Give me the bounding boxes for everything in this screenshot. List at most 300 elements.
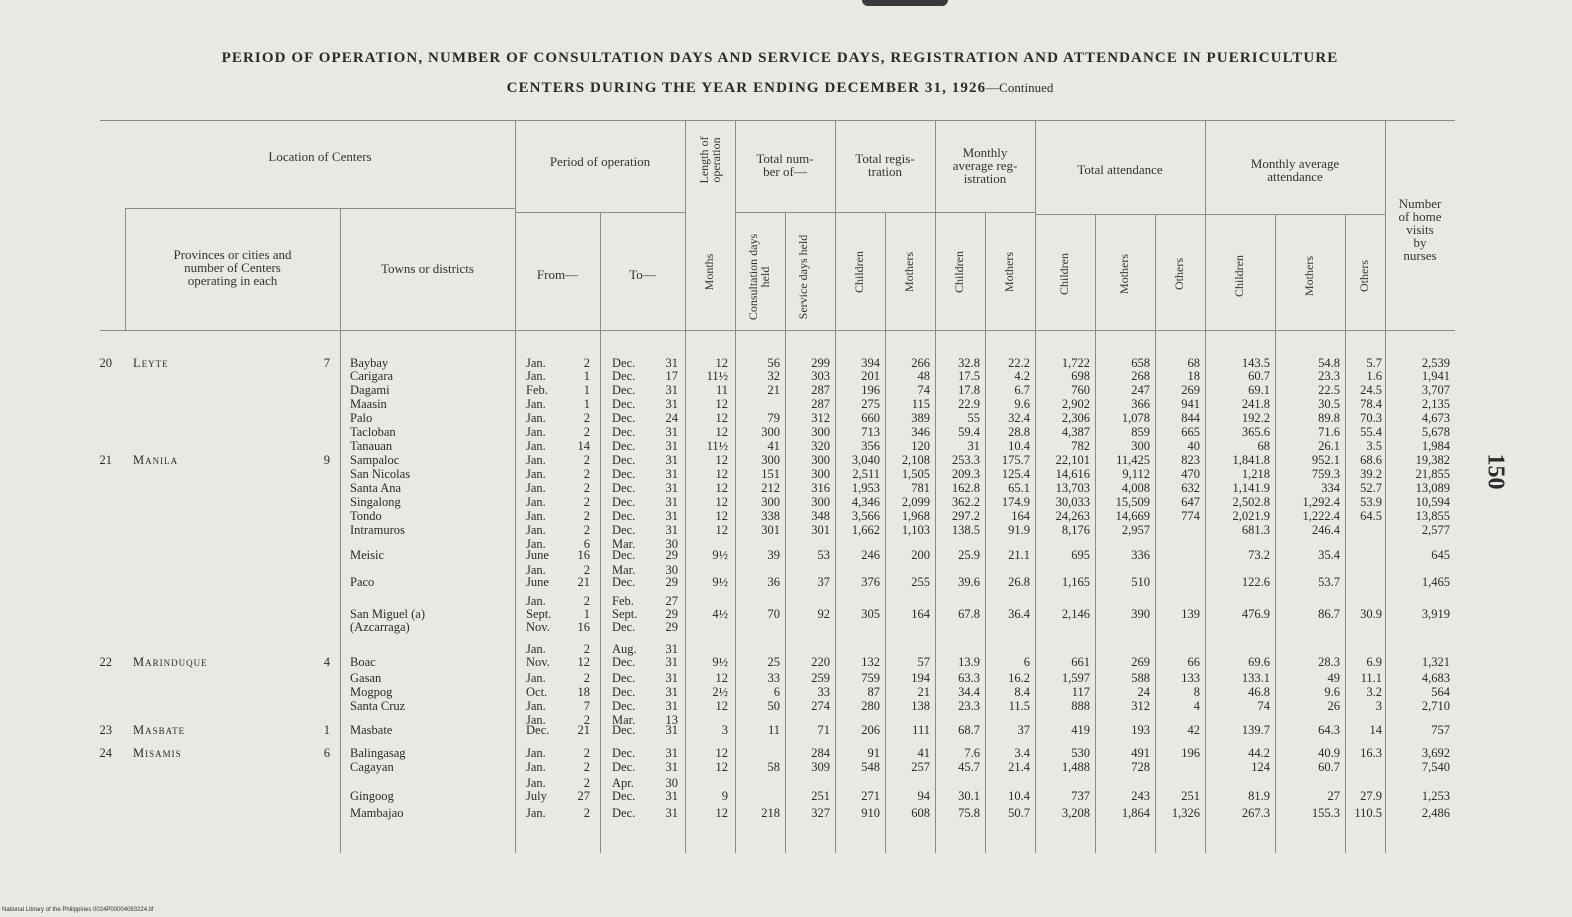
- attendance-mothers: 510: [1131, 575, 1150, 589]
- attendance-others: 941: [1181, 397, 1200, 411]
- to-month: Dec.: [612, 760, 636, 774]
- row-number: 23: [99, 723, 112, 737]
- attendance-others: 18: [1187, 369, 1200, 383]
- header-others: Others: [1172, 258, 1186, 290]
- home-visits: 2,539: [1421, 356, 1450, 370]
- header-provinces: Provinces or cities and number of Centers operating in each: [173, 247, 292, 288]
- monthly-reg-mothers: 125.4: [1001, 467, 1030, 481]
- header-service: Service days held: [796, 234, 810, 320]
- home-visits: 10,594: [1415, 495, 1450, 509]
- from-day: 7: [583, 699, 590, 713]
- avg-attendance-mothers: 26: [1327, 699, 1340, 713]
- avg-attendance-children: 192.2: [1241, 411, 1270, 425]
- monthly-reg-children: 39.6: [958, 575, 980, 589]
- service-days: 251: [811, 789, 830, 803]
- avg-attendance-others: 39.2: [1360, 467, 1382, 481]
- to-month: Dec.: [612, 789, 636, 803]
- monthly-reg-children: 23.3: [958, 699, 980, 713]
- attendance-others: 269: [1181, 383, 1200, 397]
- header-children: Children: [1232, 255, 1246, 297]
- registration-mothers: 111: [912, 723, 930, 737]
- home-visits: 1,321: [1421, 655, 1450, 669]
- table-row: [0, 699, 1572, 714]
- attendance-others: 632: [1181, 481, 1200, 495]
- avg-attendance-children: 60.7: [1248, 369, 1270, 383]
- attendance-mothers: 1,864: [1121, 806, 1150, 820]
- service-days: 348: [811, 509, 830, 523]
- service-days: 299: [811, 356, 830, 370]
- avg-attendance-mothers: 9.6: [1324, 685, 1340, 699]
- to-month: Dec.: [612, 369, 636, 383]
- attendance-others: 844: [1181, 411, 1200, 425]
- monthly-reg-mothers: 6.7: [1014, 383, 1030, 397]
- header-children: Children: [1057, 253, 1071, 295]
- town-name: Mogpog: [350, 685, 393, 699]
- from-month: Jan.: [526, 453, 546, 467]
- avg-attendance-children: 68: [1257, 439, 1270, 453]
- header-monthly-attendance: Monthly average attendance: [1250, 156, 1340, 184]
- avg-attendance-children: 681.3: [1241, 523, 1270, 537]
- monthly-reg-mothers: 174.9: [1001, 495, 1030, 509]
- registration-mothers: 164: [911, 607, 930, 621]
- registration-mothers: 41: [917, 746, 930, 760]
- registration-mothers: 389: [911, 411, 930, 425]
- months-value: 12: [715, 760, 728, 774]
- service-days: 303: [811, 369, 830, 383]
- home-visits: 7,540: [1421, 760, 1450, 774]
- months-value: 12: [715, 397, 728, 411]
- avg-attendance-mothers: 22.5: [1318, 383, 1340, 397]
- from-month: June: [526, 575, 549, 589]
- avg-attendance-children: 74: [1257, 699, 1270, 713]
- months-value: 11½: [706, 439, 728, 453]
- consultation-days: 6: [773, 685, 780, 699]
- row-number: 21: [99, 453, 112, 467]
- consultation-days: 21: [767, 383, 780, 397]
- header-mothers: Mothers: [1302, 256, 1316, 296]
- attendance-mothers: 9,112: [1122, 467, 1150, 481]
- to-day: 17: [665, 369, 678, 383]
- to-month: Dec.: [612, 655, 636, 669]
- to-day: 31: [665, 699, 678, 713]
- to-month: Dec.: [612, 575, 636, 589]
- consultation-days: 79: [767, 411, 780, 425]
- months-value: 11: [715, 383, 728, 397]
- to-month: Mar.: [612, 713, 636, 727]
- attendance-others: 139: [1181, 607, 1200, 621]
- from-day: 2: [583, 509, 590, 523]
- monthly-reg-children: 138.5: [951, 523, 980, 537]
- avg-attendance-others: 5.7: [1366, 356, 1382, 370]
- monthly-reg-children: 32.8: [958, 356, 980, 370]
- registration-children: 713: [861, 425, 880, 439]
- header-period: Period of operation: [549, 154, 651, 169]
- row-number: 22: [99, 655, 112, 669]
- from-day: 16: [577, 548, 590, 562]
- to-day: 30: [665, 776, 678, 790]
- service-days: 316: [811, 481, 830, 495]
- avg-attendance-children: 267.3: [1241, 806, 1270, 820]
- avg-attendance-mothers: 35.4: [1318, 548, 1340, 562]
- to-day: 31: [665, 671, 678, 685]
- to-day: 31: [665, 495, 678, 509]
- to-day: 31: [665, 439, 678, 453]
- registration-children: 3,566: [851, 509, 880, 523]
- home-visits: 2,577: [1421, 523, 1450, 537]
- from-day: 2: [583, 760, 590, 774]
- registration-children: 356: [861, 439, 880, 453]
- from-month: June: [526, 548, 549, 562]
- from-month: Jan.: [526, 467, 546, 481]
- header-children: Children: [952, 251, 966, 293]
- monthly-reg-mothers: 8.4: [1014, 685, 1030, 699]
- monthly-reg-mothers: 4.2: [1014, 369, 1030, 383]
- to-month: Dec.: [612, 453, 636, 467]
- province-name: Manila: [133, 453, 179, 467]
- service-days: 37: [817, 575, 830, 589]
- service-days: 300: [811, 453, 830, 467]
- service-days: 33: [817, 685, 830, 699]
- from-month: Jan.: [526, 369, 546, 383]
- home-visits: 13,855: [1415, 509, 1450, 523]
- attendance-mothers: 312: [1131, 699, 1150, 713]
- service-days: 71: [817, 723, 830, 737]
- avg-attendance-children: 241.8: [1241, 397, 1270, 411]
- to-day: 29: [665, 548, 678, 562]
- avg-attendance-children: 69.1: [1248, 383, 1270, 397]
- header-to: To—: [629, 267, 656, 282]
- avg-attendance-mothers: 26.1: [1318, 439, 1340, 453]
- monthly-reg-mothers: 65.1: [1008, 481, 1030, 495]
- town-name: Maasin: [350, 397, 387, 411]
- table-row: [0, 523, 1572, 538]
- registration-children: 376: [861, 575, 880, 589]
- service-days: 320: [811, 439, 830, 453]
- registration-children: 1,662: [851, 523, 880, 537]
- from-day: 2: [583, 425, 590, 439]
- attendance-mothers: 2,957: [1121, 523, 1150, 537]
- avg-attendance-children: 122.6: [1241, 575, 1270, 589]
- from-day: 2: [583, 467, 590, 481]
- registration-mothers: 2,108: [901, 453, 930, 467]
- row-number: 24: [99, 746, 112, 760]
- continued-note: —Continued: [986, 80, 1054, 95]
- from-day: 16: [577, 620, 590, 634]
- consultation-days: 56: [767, 356, 780, 370]
- from-day: 2: [583, 713, 590, 727]
- attendance-others: 251: [1181, 789, 1200, 803]
- to-month: Dec.: [612, 495, 636, 509]
- town-name: Tondo: [350, 509, 382, 523]
- registration-mothers: 255: [911, 575, 930, 589]
- registration-children: 305: [861, 607, 880, 621]
- town-name: (Azcarraga): [350, 620, 410, 634]
- attendance-others: 133: [1181, 671, 1200, 685]
- service-days: 300: [811, 495, 830, 509]
- from-day: 2: [583, 356, 590, 370]
- town-name: Boac: [350, 655, 376, 669]
- avg-attendance-mothers: 759.3: [1311, 467, 1340, 481]
- attendance-children: 117: [1071, 685, 1090, 699]
- attendance-children: 530: [1071, 746, 1090, 760]
- from-month: Jan.: [526, 523, 546, 537]
- home-visits: 19,382: [1415, 453, 1450, 467]
- header-total-number: Total num- ber of—: [756, 151, 814, 179]
- monthly-reg-mothers: 3.4: [1014, 746, 1030, 760]
- registration-children: 910: [861, 806, 880, 820]
- avg-attendance-others: 24.5: [1360, 383, 1382, 397]
- table-row: [0, 548, 1572, 563]
- monthly-reg-mothers: 11.5: [1008, 699, 1030, 713]
- to-day: 31: [665, 642, 678, 656]
- attendance-children: 1,722: [1061, 356, 1090, 370]
- registration-mothers: 21: [917, 685, 930, 699]
- to-day: 13: [665, 713, 678, 727]
- from-day: 2: [583, 746, 590, 760]
- header-mothers: Mothers: [1002, 252, 1016, 292]
- consultation-days: 218: [761, 806, 780, 820]
- attendance-mothers: 247: [1131, 383, 1150, 397]
- months-value: 9: [721, 789, 728, 803]
- attendance-children: 2,146: [1061, 607, 1090, 621]
- to-month: Aug.: [612, 642, 637, 656]
- from-day: 21: [577, 575, 590, 589]
- service-days: 284: [811, 746, 830, 760]
- to-day: 31: [665, 685, 678, 699]
- service-days: 301: [811, 523, 830, 537]
- registration-children: 2,511: [852, 467, 880, 481]
- town-name: San Nicolas: [350, 467, 411, 481]
- consultation-days: 301: [761, 523, 780, 537]
- registration-mothers: 266: [911, 356, 930, 370]
- avg-attendance-mothers: 28.3: [1318, 655, 1340, 669]
- town-name: Santa Ana: [350, 481, 402, 495]
- months-value: 3: [721, 723, 728, 737]
- attendance-children: 737: [1071, 789, 1090, 803]
- to-month: Dec.: [612, 723, 636, 737]
- from-day: 14: [577, 439, 590, 453]
- service-days: 287: [811, 397, 830, 411]
- to-day: 31: [665, 467, 678, 481]
- from-month: Nov.: [526, 620, 550, 634]
- home-visits: 645: [1431, 548, 1450, 562]
- header-others: Others: [1357, 260, 1371, 292]
- from-day: 1: [583, 383, 590, 397]
- from-day: 1: [583, 369, 590, 383]
- registration-children: 87: [867, 685, 880, 699]
- avg-attendance-mothers: 246.4: [1311, 523, 1340, 537]
- avg-attendance-others: 78.4: [1360, 397, 1382, 411]
- attendance-mothers: 11,425: [1116, 453, 1150, 467]
- town-name: Dagami: [350, 383, 390, 397]
- avg-attendance-mothers: 334: [1321, 481, 1340, 495]
- table-row: [0, 383, 1572, 398]
- avg-attendance-others: 3.5: [1366, 439, 1382, 453]
- from-month: Dec.: [526, 723, 550, 737]
- center-count: 6: [323, 746, 330, 760]
- consultation-days: 58: [767, 760, 780, 774]
- monthly-reg-children: 55: [967, 411, 980, 425]
- monthly-reg-mothers: 9.6: [1014, 397, 1030, 411]
- attendance-children: 3,208: [1061, 806, 1090, 820]
- table-row: [0, 655, 1572, 670]
- avg-attendance-others: 3.2: [1366, 685, 1382, 699]
- to-day: 31: [665, 356, 678, 370]
- table-row: [0, 369, 1572, 384]
- months-value: 12: [715, 523, 728, 537]
- scan-footer: National Library of the Philippines 0024P00004093224.tif: [2, 907, 154, 913]
- avg-attendance-mothers: 1,222.4: [1302, 509, 1340, 523]
- attendance-mothers: 859: [1131, 425, 1150, 439]
- avg-attendance-children: 73.2: [1248, 548, 1270, 562]
- registration-mothers: 57: [917, 655, 930, 669]
- service-days: 92: [817, 607, 830, 621]
- avg-attendance-children: 133.1: [1241, 671, 1270, 685]
- attendance-mothers: 728: [1131, 760, 1150, 774]
- from-day: 2: [583, 495, 590, 509]
- months-value: 12: [715, 481, 728, 495]
- header-divider: [1035, 214, 1385, 215]
- to-day: 31: [665, 481, 678, 495]
- avg-attendance-others: 55.4: [1360, 425, 1382, 439]
- avg-attendance-others: 68.6: [1360, 453, 1382, 467]
- to-month: Sept.: [612, 607, 638, 621]
- to-month: Dec.: [612, 481, 636, 495]
- to-day: 31: [665, 655, 678, 669]
- consultation-days: 36: [767, 575, 780, 589]
- months-value: 12: [715, 509, 728, 523]
- monthly-reg-mothers: 50.7: [1008, 806, 1030, 820]
- registration-mothers: 194: [911, 671, 930, 685]
- monthly-reg-children: 59.4: [958, 425, 980, 439]
- registration-children: 4,346: [851, 495, 880, 509]
- to-month: Dec.: [612, 548, 636, 562]
- monthly-reg-mothers: 164: [1011, 509, 1030, 523]
- avg-attendance-mothers: 71.6: [1318, 425, 1340, 439]
- monthly-reg-children: 253.3: [951, 453, 980, 467]
- monthly-reg-mothers: 36.4: [1008, 607, 1030, 621]
- from-day: 6: [583, 537, 590, 551]
- table-row: [0, 439, 1572, 454]
- consultation-days: 70: [767, 607, 780, 621]
- months-value: 12: [715, 356, 728, 370]
- registration-children: 759: [861, 671, 880, 685]
- header-from: From—: [536, 267, 579, 282]
- attendance-children: 24,263: [1055, 509, 1090, 523]
- registration-mothers: 120: [911, 439, 930, 453]
- avg-attendance-others: 16.3: [1360, 746, 1382, 760]
- attendance-children: 1,165: [1061, 575, 1090, 589]
- service-days: 53: [817, 548, 830, 562]
- to-day: 30: [665, 563, 678, 577]
- monthly-reg-mothers: 21.1: [1008, 548, 1030, 562]
- page-subtitle: CENTERS DURING THE YEAR ENDING DECEMBER 31, 1926—Continued: [506, 80, 1054, 96]
- to-month: Dec.: [612, 699, 636, 713]
- avg-attendance-children: 139.7: [1241, 723, 1270, 737]
- attendance-mothers: 15,509: [1115, 495, 1150, 509]
- avg-attendance-others: 6.9: [1366, 655, 1382, 669]
- registration-children: 660: [861, 411, 880, 425]
- to-day: 29: [665, 620, 678, 634]
- from-month: Sept.: [526, 607, 552, 621]
- avg-attendance-mothers: 1,292.4: [1302, 495, 1340, 509]
- from-day: 2: [583, 411, 590, 425]
- table-row: [0, 746, 1572, 761]
- table-row: [0, 789, 1572, 804]
- months-value: 9½: [712, 655, 728, 669]
- attendance-others: 40: [1187, 439, 1200, 453]
- monthly-reg-mothers: 21.4: [1008, 760, 1030, 774]
- home-visits: 3,919: [1421, 607, 1450, 621]
- town-name: Carigara: [350, 369, 394, 383]
- header-mothers: Mothers: [902, 252, 916, 292]
- attendance-children: 419: [1071, 723, 1090, 737]
- monthly-reg-children: 22.9: [958, 397, 980, 411]
- service-days: 300: [811, 425, 830, 439]
- attendance-mothers: 14,669: [1115, 509, 1150, 523]
- attendance-children: 888: [1071, 699, 1090, 713]
- town-name: Sampaloc: [350, 453, 400, 467]
- consultation-days: 32: [767, 369, 780, 383]
- to-month: Dec.: [612, 467, 636, 481]
- months-value: 12: [715, 671, 728, 685]
- center-count: 9: [323, 453, 330, 467]
- home-visits: 13,089: [1415, 481, 1450, 495]
- avg-attendance-others: 1.6: [1366, 369, 1382, 383]
- to-month: Apr.: [612, 776, 634, 790]
- from-month: Jan.: [526, 425, 546, 439]
- monthly-reg-children: 67.8: [958, 607, 980, 621]
- monthly-reg-children: 63.3: [958, 671, 980, 685]
- registration-mothers: 115: [911, 397, 930, 411]
- attendance-others: 196: [1181, 746, 1200, 760]
- to-month: Dec.: [612, 671, 636, 685]
- monthly-reg-mothers: 37: [1017, 723, 1030, 737]
- avg-attendance-mothers: 27: [1327, 789, 1340, 803]
- monthly-reg-children: 17.8: [958, 383, 980, 397]
- registration-children: 246: [861, 548, 880, 562]
- registration-mothers: 608: [911, 806, 930, 820]
- attendance-mothers: 269: [1131, 655, 1150, 669]
- attendance-mothers: 390: [1131, 607, 1150, 621]
- header-divider: [125, 208, 515, 209]
- from-month: Jan.: [526, 746, 546, 760]
- town-name: Palo: [350, 411, 373, 425]
- home-visits: 2,710: [1421, 699, 1450, 713]
- registration-mothers: 781: [911, 481, 930, 495]
- home-visits: 2,486: [1421, 806, 1450, 820]
- to-month: Dec.: [612, 685, 636, 699]
- from-month: Jan.: [526, 642, 546, 656]
- service-days: 274: [811, 699, 830, 713]
- monthly-reg-mothers: 32.4: [1008, 411, 1030, 425]
- town-name: Gasan: [350, 671, 382, 685]
- header-towns: Towns or districts: [381, 261, 474, 276]
- avg-attendance-children: 46.8: [1248, 685, 1270, 699]
- avg-attendance-others: 30.9: [1360, 607, 1382, 621]
- from-month: Jan.: [526, 806, 546, 820]
- avg-attendance-children: 1,218: [1241, 467, 1270, 481]
- months-value: 9½: [712, 548, 728, 562]
- registration-children: 132: [861, 655, 880, 669]
- consultation-days: 300: [761, 495, 780, 509]
- from-month: Jan.: [526, 671, 546, 685]
- monthly-reg-mothers: 10.4: [1008, 789, 1030, 803]
- avg-attendance-children: 81.9: [1248, 789, 1270, 803]
- table-row: [0, 685, 1572, 700]
- from-month: Jan.: [526, 563, 546, 577]
- from-day: 1: [583, 607, 590, 621]
